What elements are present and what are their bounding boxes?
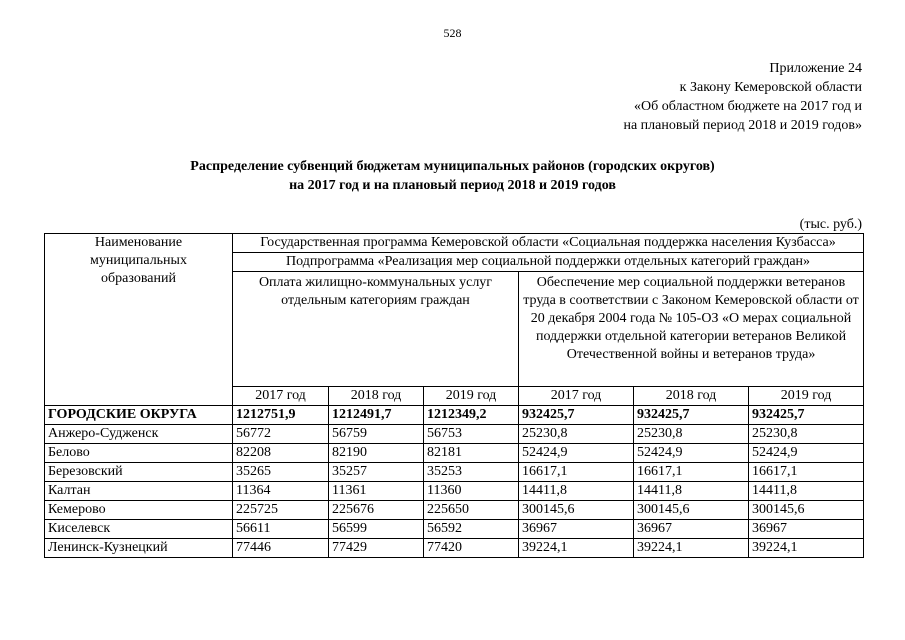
- document-title: [0, 157, 905, 195]
- table-cell: 932425,7: [634, 406, 749, 425]
- year-header: 2018 год: [634, 387, 749, 406]
- table-cell: 77420: [424, 539, 519, 558]
- table-row: [45, 444, 864, 463]
- table-cell: 225725: [233, 501, 329, 520]
- table-cell: 300145,6: [519, 501, 634, 520]
- year-header: 2017 год: [233, 387, 329, 406]
- housing-payment-header: Оплата жилищно-коммунальных услуг отдельным категориям граждан: [233, 272, 519, 387]
- table-cell: 25230,8: [519, 425, 634, 444]
- year-header: 2017 год: [519, 387, 634, 406]
- table-row: [45, 406, 864, 425]
- municipality-name: Анжеро-Судженск: [45, 425, 233, 444]
- table-cell: 56592: [424, 520, 519, 539]
- table-row: [45, 520, 864, 539]
- table-cell: 56611: [233, 520, 329, 539]
- table-cell: 14411,8: [634, 482, 749, 501]
- table-cell: 1212491,7: [329, 406, 424, 425]
- table-cell: 82190: [329, 444, 424, 463]
- table-cell: 77429: [329, 539, 424, 558]
- table-cell: 52424,9: [749, 444, 864, 463]
- appendix-line: «Об областном бюджете на 2017 год и: [634, 99, 862, 114]
- table-cell: 11361: [329, 482, 424, 501]
- table-row: [45, 482, 864, 501]
- subprogram-header: Подпрограмма «Реализация мер социальной поддержки отдельных категорий граждан»: [233, 253, 864, 272]
- table-cell: 56772: [233, 425, 329, 444]
- table-row: [45, 463, 864, 482]
- table-cell: 82181: [424, 444, 519, 463]
- table-cell: 82208: [233, 444, 329, 463]
- municipality-name: Ленинск-Кузнецкий: [45, 539, 233, 558]
- table-cell: 932425,7: [519, 406, 634, 425]
- municipality-name: Березовский: [45, 463, 233, 482]
- name-column-header: Наименование муниципальных образований: [45, 234, 233, 406]
- table-cell: 1212751,9: [233, 406, 329, 425]
- table-cell: 35257: [329, 463, 424, 482]
- table-row: [45, 425, 864, 444]
- table-cell: 16617,1: [634, 463, 749, 482]
- table-cell: 77446: [233, 539, 329, 558]
- table-row: [45, 501, 864, 520]
- table-cell: 14411,8: [749, 482, 864, 501]
- program-header: Государственная программа Кемеровской области «Социальная поддержка населения Кузбасса»: [233, 234, 864, 253]
- year-header: 2019 год: [424, 387, 519, 406]
- table-cell: 39224,1: [634, 539, 749, 558]
- table-cell: 39224,1: [519, 539, 634, 558]
- table-cell: 36967: [749, 520, 864, 539]
- table-row: [45, 539, 864, 558]
- table-cell: 14411,8: [519, 482, 634, 501]
- municipality-name: Киселевск: [45, 520, 233, 539]
- table-cell: 16617,1: [519, 463, 634, 482]
- municipality-name: Белово: [45, 444, 233, 463]
- page-number: 528: [443, 26, 462, 40]
- units-label: (тыс. руб.): [799, 217, 862, 232]
- municipality-name: ГОРОДСКИЕ ОКРУГА: [45, 406, 233, 425]
- table-cell: 11364: [233, 482, 329, 501]
- table-cell: 932425,7: [749, 406, 864, 425]
- appendix-note: [623, 59, 862, 135]
- table-cell: 52424,9: [519, 444, 634, 463]
- table-cell: 36967: [634, 520, 749, 539]
- veterans-support-header: Обеспечение мер социальной поддержки ветеранов труда в соответствии с Законом Кемеровской области от 20 декабря 2004 года № 105-ОЗ «О мерах социальной поддержки отдельной категории ветеранов Великой Отечественной войны и ветеранов труда»: [519, 272, 864, 387]
- table-cell: 35265: [233, 463, 329, 482]
- table-cell: 52424,9: [634, 444, 749, 463]
- table-cell: 16617,1: [749, 463, 864, 482]
- municipality-name: Калтан: [45, 482, 233, 501]
- appendix-line: на плановый период 2018 и 2019 годов»: [623, 118, 862, 133]
- table-cell: 56759: [329, 425, 424, 444]
- table-cell: 39224,1: [749, 539, 864, 558]
- subsidy-table: [44, 233, 864, 558]
- table-cell: 300145,6: [749, 501, 864, 520]
- table-cell: 225650: [424, 501, 519, 520]
- year-header: 2018 год: [329, 387, 424, 406]
- table-cell: 25230,8: [634, 425, 749, 444]
- year-header: 2019 год: [749, 387, 864, 406]
- table-cell: 56753: [424, 425, 519, 444]
- appendix-line: Приложение 24: [769, 61, 862, 76]
- table-cell: 56599: [329, 520, 424, 539]
- table-cell: 25230,8: [749, 425, 864, 444]
- table-cell: 300145,6: [634, 501, 749, 520]
- appendix-line: к Закону Кемеровской области: [679, 80, 862, 95]
- table-cell: 35253: [424, 463, 519, 482]
- title-line: Распределение субвенций бюджетам муниципальных районов (городских округов): [190, 159, 715, 174]
- table-cell: 225676: [329, 501, 424, 520]
- title-line: на 2017 год и на плановый период 2018 и 2019 годов: [289, 178, 616, 193]
- table-cell: 36967: [519, 520, 634, 539]
- table-cell: 11360: [424, 482, 519, 501]
- municipality-name: Кемерово: [45, 501, 233, 520]
- table-cell: 1212349,2: [424, 406, 519, 425]
